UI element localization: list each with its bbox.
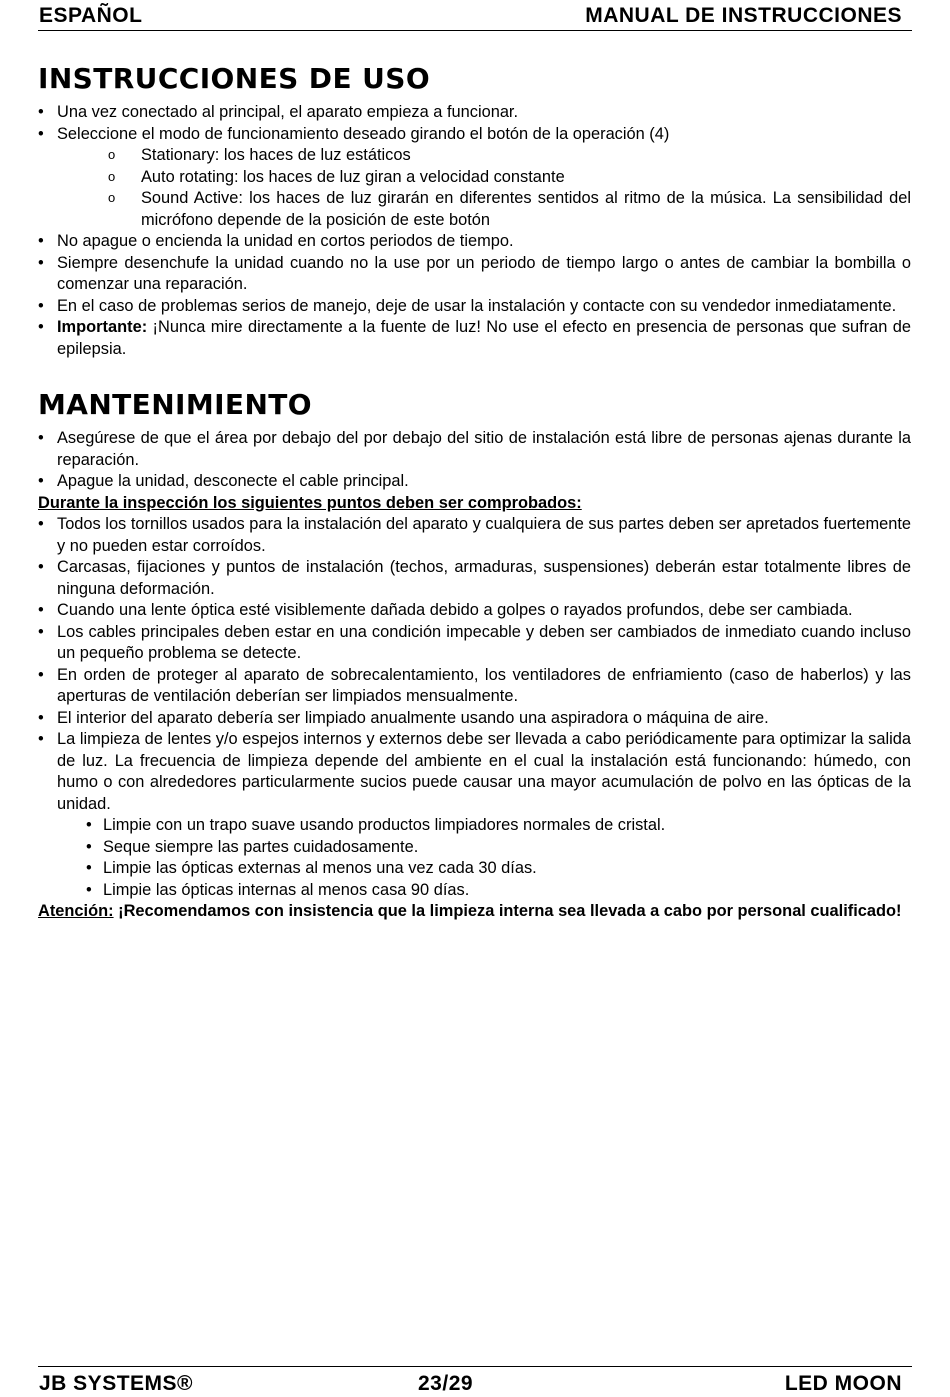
- usage-list-cont: [38, 231, 911, 360]
- header-language: ESPAÑOL: [39, 4, 143, 27]
- list-item: [38, 124, 911, 146]
- list-item: • Todos los tornillos usados para la instalación del aparato y cualquiera de sus partes deben ser apretados fuertemente y no pueden estar corroídos.: [38, 514, 911, 557]
- list-item: • Limpie con un trapo suave usando productos limpiadores normales de cristal.: [38, 815, 911, 837]
- important-label: Importante:: [57, 318, 148, 336]
- list-item: • Limpie las ópticas externas al menos una vez cada 30 días.: [38, 858, 911, 880]
- mode-item: o Stationary: los haces de luz estáticos: [38, 145, 911, 167]
- section-title-instructions: INSTRUCCIONES DE USO: [38, 62, 431, 95]
- cleaning-steps-list: [38, 815, 911, 901]
- footer-product: LED MOON: [784, 1372, 902, 1395]
- list-item: • Seque siempre las partes cuidadosamente.: [38, 837, 911, 859]
- list-item: • En orden de proteger al aparato de sobrecalentamiento, los ventiladores de enfriamiento (caso de haberlos) y las aperturas de ventilación deberían ser limpiados mensualmente.: [38, 665, 911, 708]
- list-item: • Limpie las ópticas internas al menos casa 90 días.: [38, 880, 911, 902]
- list-item: • En el caso de problemas serios de manejo, deje de usar la instalación y contacte con su vendedor inmediatamente.: [38, 296, 911, 318]
- inspection-subheading: Durante la inspección los siguientes puntos deben ser comprobados:: [38, 493, 582, 512]
- maintenance-list: [38, 428, 911, 493]
- footer-brand: JB SYSTEMS®: [39, 1372, 194, 1395]
- list-item: • Apague la unidad, desconecte el cable principal.: [38, 471, 911, 493]
- list-item: • Los cables principales deben estar en una condición impecable y deben ser cambiados de inmediato cuando incluso un pequeño problema se detecte.: [38, 622, 911, 665]
- section-title-maintenance: MANTENIMIENTO: [38, 388, 312, 421]
- mode-item: o Sound Active: los haces de luz girarán en diferentes sentidos al ritmo de la música. La sensibilidad del micrófono depende de la posición de este botón: [38, 188, 911, 231]
- page-header: [38, 2, 912, 31]
- page-footer: [38, 1366, 912, 1397]
- inspection-list: [38, 514, 911, 815]
- list-item-text: Seleccione el modo de funcionamiento deseado girando el botón de la operación (4): [57, 124, 670, 143]
- usage-list: [38, 102, 911, 145]
- list-item: • Una vez conectado al principal, el aparato empieza a funcionar.: [38, 102, 911, 124]
- header-manual-title: MANUAL DE INSTRUCCIONES: [585, 4, 902, 27]
- page-number: 23/29: [418, 1372, 474, 1395]
- list-item: • Siempre desenchufe la unidad cuando no la use por un periodo de tiempo largo o antes de cambiar la bombilla o comenzar una reparación.: [38, 253, 911, 296]
- attention-text: ¡Recomendamos con insistencia que la limpieza interna sea llevada a cabo por personal cualificado!: [113, 902, 902, 920]
- list-item: • Cuando una lente óptica esté visiblemente dañada debido a golpes o rayados profundos, debe ser cambiada.: [38, 600, 911, 622]
- mode-item: o Auto rotating: los haces de luz giran a velocidad constante: [38, 167, 911, 189]
- attention-label: Atención:: [38, 902, 114, 920]
- list-item: • El interior del aparato debería ser limpiado anualmente usando una aspiradora o máquina de aire.: [38, 708, 911, 730]
- page-content: [38, 62, 911, 923]
- attention-note: [38, 901, 911, 923]
- list-item: • Asegúrese de que el área por debajo del por debajo del sitio de instalación está libre de personas ajenas durante la reparación.: [38, 428, 911, 471]
- important-text: ¡Nunca mire directamente a la fuente de luz! No use el efecto en presencia de personas que sufran de epilepsia.: [57, 318, 911, 358]
- list-item: • La limpieza de lentes y/o espejos internos y externos debe ser llevada a cabo periódicamente para optimizar la salida de luz. La frecuencia de limpieza depende del ambiente en el cual la instalación está funcionando: húmedo, con humo o con alrededores particularmente sucios puede causar una mayor acumulación de polvo en las ópticas de la unidad.: [38, 729, 911, 815]
- list-item: [38, 317, 911, 360]
- list-item: • No apague o encienda la unidad en cortos periodos de tiempo.: [38, 231, 911, 253]
- list-item: • Carcasas, fijaciones y puntos de instalación (techos, armaduras, suspensiones) deberán estar totalmente libres de ninguna deformación.: [38, 557, 911, 600]
- mode-list: [38, 145, 911, 231]
